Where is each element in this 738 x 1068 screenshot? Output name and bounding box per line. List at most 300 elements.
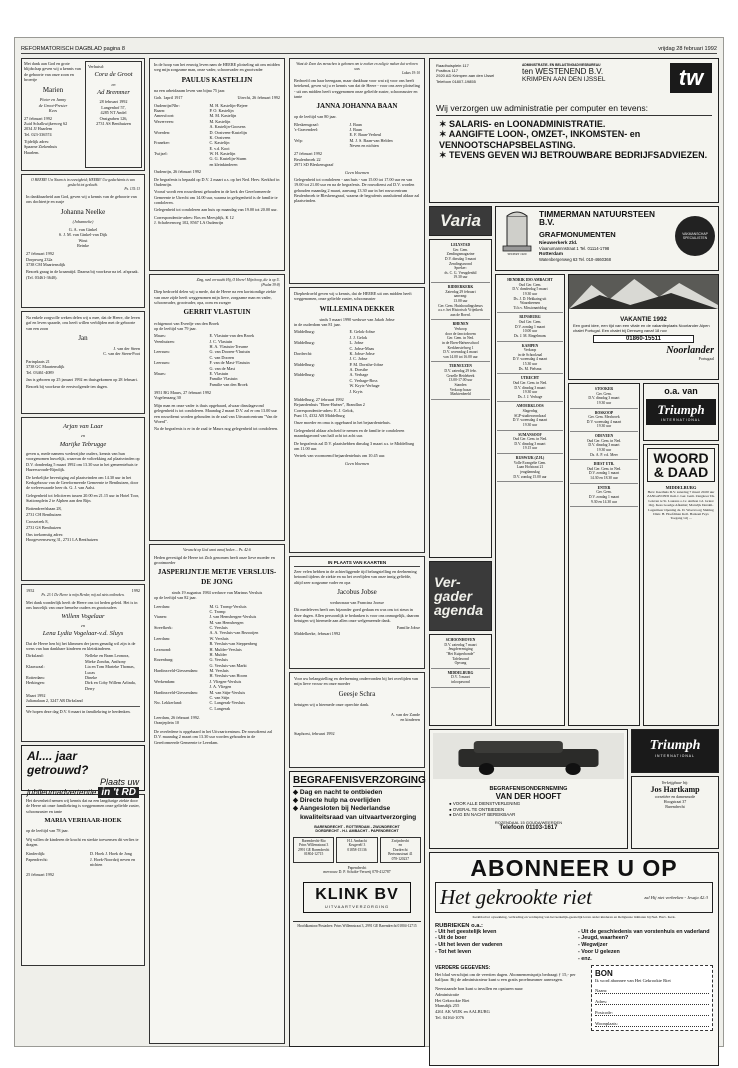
banner-line-2: Plaats uw: [99, 777, 139, 787]
noorlander-title: VAKANTIE 1992: [620, 316, 667, 323]
ads-right: [495, 206, 719, 726]
johanna-verse: O HEERE! Uw Naam is in eeuwigheid; HEERE! Uw gedachtenis is van geslacht tot geslacht.: [31, 178, 135, 187]
willem-year-left: 1952: [26, 588, 35, 593]
triumph-brand-sub-2: INTERNATIONAL: [655, 754, 695, 758]
marien-temp-3: Haarlem.: [24, 149, 40, 155]
johanna-addr-2: 3738 CM Maartensdijk: [26, 262, 66, 268]
agenda-entry-line: D.V. zondag 1 maart: [588, 471, 620, 476]
family-name: D. Oostveen-Kastelijn: [209, 129, 247, 135]
paulus-text-3: Gelegenheid tot condoleren aan huis op maandag van 19.00 tot 20.00 uur.: [154, 207, 278, 213]
triumph-header: o.a. van: [664, 386, 698, 396]
agenda-entry-place: ENTER: [597, 485, 611, 490]
begrafenis-title: BEGRAFENISVERZORGING: [293, 775, 426, 786]
verdere-title: VERDERE GEGEVENS:: [435, 965, 491, 972]
agenda-entry-place: RIJSWIJK (Z.H.): [515, 456, 545, 460]
family-place: Nw. Lekkerland:: [154, 700, 183, 706]
hearse-photo: [433, 733, 624, 779]
family-name: Familie Vlastuin: [209, 376, 238, 382]
family-name: H. Mulder-Versluis: [209, 646, 242, 652]
agenda-entry: [570, 460, 638, 484]
verhuisd-and: en: [111, 81, 116, 87]
willemina-text-3: De begrafenis zal D.V. plaatshebben dinsdag 3 maart a.s. te Middelburg om 11.00 uur.: [294, 440, 415, 451]
marien-temp-1: Tijdelijk adres:: [24, 139, 50, 145]
family-name: C. Verhage-Boss: [349, 377, 378, 383]
westenend-headline: Wij verzorgen uw administratie per computer en tevens:: [436, 103, 712, 116]
verhuisd-name-1: Cora de Groot: [94, 71, 133, 79]
paulus-birth: Goh. 1april 1917: [154, 95, 183, 101]
willem-text: Dat de Heere hen bij het klimmen der jaren genadig wil zijn is de wens van hun dankbare kinderen en kleinkinderen.: [26, 640, 136, 652]
family-name: K. Oostveen: [209, 134, 231, 140]
tw-logo-text: tw: [678, 65, 704, 90]
willem-place: Herkingen:: [26, 680, 45, 686]
agenda-entry-line: Ds. M. Pielsma: [518, 366, 542, 371]
family-name: J. J. Gelok: [349, 334, 368, 340]
family-name: F. van de Mast-Vlastuin: [209, 360, 250, 366]
rubriek-item: - Uit de geschiedenis van vorstenhuis en vaderland: [578, 928, 710, 935]
family-name: M. van Hemsbergen: [209, 619, 244, 625]
agenda-entry-place: UTRECHT: [520, 376, 540, 381]
ad-hartkamp[interactable]: [631, 776, 719, 849]
timmerman-addr2b: Watenbergenweg 63 Tel. 010-4660368: [539, 256, 611, 262]
family-name: M. J. S. Baan-van Helden: [349, 137, 393, 143]
family-name: C. Versluis: [209, 625, 228, 631]
family-row: [294, 389, 420, 394]
willemina-addr-3: Punt 15, 4332 AB Middelburg: [294, 413, 345, 419]
family-place: Leersum:: [154, 349, 170, 355]
rubriek-item: - Jeugd, waarheen?: [578, 935, 629, 942]
gerrit-verse: Zing, nuvl verwacht Hij, O Heere! Mijn hoop, die is op U.: [196, 278, 280, 282]
paulus-addr-2: J. Schabvenweg 102, 8567 LA Oudenrijn: [154, 220, 224, 226]
family-name: G. van de Mast: [209, 365, 236, 371]
bon-field-label: Adres:: [595, 999, 608, 1005]
family-row: [294, 143, 420, 148]
willemina-text-2: Gelegenheid aldaar afscheid te nemen en de familie te condoleren maandagavond van half acht tot acht uur.: [294, 427, 405, 439]
hartkamp-line: Barendrecht: [665, 804, 685, 809]
agenda-entry-line: D.V. dinsdag 3 maart: [588, 396, 620, 401]
family-name: G. Versluis: [209, 657, 228, 663]
agenda-entry-place: HENDRIK IDO AMBACHT: [507, 278, 553, 282]
ads-row-2: [429, 729, 719, 849]
family-name: K. Jobse-Jobse: [349, 350, 375, 356]
hartkamp-line: Hoogstraat 37: [663, 799, 687, 804]
agenda-entry-line: 15.30 uur: [522, 362, 538, 366]
geesje-place: Staphorst, februari 1992: [294, 730, 335, 736]
notice-janna: [289, 58, 425, 284]
agenda-entry: [570, 432, 638, 460]
office-line: Krugerelf 3: [348, 843, 366, 848]
woord-text: Herv. Keerhuis D.V. zaterdag 7 maart 20.00 uur ZANGAVOND m.m.v. Ger. Gem. Zangkoor Ds. Lokven te St. Laurens o.l.v. Anthon v.d. Griest Org. Kees Goedge Afkamst; Marwijk Dersim-Lagermeer Opening ds. D. Woervoorg Sluiting Distr. H. Hoofdman Koll. Barkoni Feys Toegang vrij ...: [647, 490, 715, 521]
geesje-name: Geesje Schra: [338, 689, 376, 698]
family-row: [154, 382, 280, 387]
paulus-name: PAULUS KASTELIJN: [181, 75, 253, 84]
column-4: [429, 58, 719, 1042]
agenda-entry-line: 10.00 uur: [522, 329, 538, 334]
hooft-item-text: OVERAL TE ONTBIEDEN: [452, 806, 505, 812]
willem-family-row: [26, 653, 140, 664]
jacobus-header: IN PLAATS VAN KAARTEN: [294, 560, 420, 567]
agenda-entry-line: Ger. Gem. Mexbroek: [588, 415, 620, 420]
family-name: W. Versluis: [209, 635, 229, 641]
agenda-entry-line: D.V. donderdag 5 maart: [512, 287, 548, 292]
ad-begrafenisverzorging[interactable]: [289, 771, 425, 1047]
arjan-addr2-1: Crosseteek 8,: [26, 519, 49, 525]
agenda-entry-line: Ger. Gem.: [596, 391, 612, 396]
agenda-entry-line: Verkoop bazar: [449, 387, 472, 392]
notice-paulus: [149, 58, 285, 271]
agenda-entry-line: Zendingsmagazine: [446, 252, 475, 257]
ad-noorlander[interactable]: [568, 274, 719, 380]
agenda-entry: [570, 385, 638, 409]
janna-verse-ref: Lukas 19:10: [402, 71, 420, 76]
agenda-entry-line: aan de Boerd.: [450, 312, 471, 317]
monument-icon: [499, 210, 535, 252]
agenda-entry-place: SCHOONHOVEN: [445, 638, 476, 642]
westenend-name: ten WESTENEND B.V.: [522, 67, 604, 76]
agenda-entry-line: Ti.b.v. Missionariddag: [513, 305, 547, 310]
bon-field-label: Naam:: [595, 988, 608, 994]
klink-brand-sub: UITVAARTVERZORGING: [324, 904, 390, 910]
begrafenis-bullet: [293, 797, 421, 805]
vergaderagenda-box: [429, 561, 492, 631]
agenda-entry: [431, 320, 490, 362]
agenda-entry-line: Oud Ger. Gem.: [518, 320, 542, 324]
westenend-bullet-text: SALARIS- en LOONADMINISTRATIE.: [449, 119, 606, 129]
verhuisd-label: Verhuisd:: [88, 64, 105, 69]
agenda-entry-line: 14.30 en 18.30 uur: [590, 476, 618, 480]
rubriek-item: - Uit de boer: [435, 935, 467, 942]
agenda-entry-line: door de fancicdroem: [445, 331, 476, 336]
family-row: [154, 162, 280, 167]
ad-woord-daad[interactable]: [643, 444, 719, 726]
family-place: Woerden:: [154, 129, 171, 135]
maria-place: Kinderdijk:: [26, 851, 46, 857]
ad-triumph-1[interactable]: [643, 383, 719, 441]
agenda-entry-line: a.s.v. het Historisch Vrijetkerk: [438, 308, 483, 313]
janna-family-list: [294, 122, 420, 149]
willem-address: Julianalaan 2, 3247 AR Dirksland: [26, 698, 83, 704]
ad-triumph-2[interactable]: [631, 729, 719, 773]
verhuisd-addr-1: Langenhof 57,: [101, 104, 126, 110]
agenda-entry-line: Ds. J. M. Ringelmans: [514, 333, 546, 338]
family-place: Lexmond:: [154, 646, 172, 652]
marien-addr-1: Zuid Schalkwijkerweg 62: [24, 120, 68, 126]
westenend-addr-line: 2920 AD Krimpen aan den IJssel: [436, 73, 495, 79]
willemina-name: WILLEMINA DEKKER: [319, 304, 395, 313]
agenda-entry-line: Zendingsavond: [449, 261, 472, 266]
johanna-parent-2: S. J. M. van Ginkel-van Dijk: [58, 232, 108, 238]
willem-verse: Ps. 23:1 De Heere is mijn Herder, mij zal niets ontbreken.: [41, 593, 125, 598]
agenda-entry: [431, 283, 490, 320]
family-name: J. C. Jobse: [349, 356, 368, 362]
family-name: E. Vlastuin: [209, 370, 229, 376]
maria-name: MARIA VERHAAR-HOEK: [44, 817, 122, 825]
marien-date: 27 februari 1992: [24, 115, 52, 121]
agenda-entry-line: D.V. zaterdag 29 febr.: [444, 369, 477, 373]
woord-title-1: WOORD: [653, 450, 709, 466]
agenda-entry: [431, 636, 490, 669]
willem-year-right: 1992: [131, 588, 140, 593]
family-place: [154, 162, 209, 167]
paulus-family-list: [154, 103, 280, 168]
johanna-intro: In dankbaarheid aan God, geven wij u kennis van de geboorte van ons dochtertje en zusje: [26, 193, 137, 205]
dot-icon: ●: [449, 806, 453, 812]
paulus-text-2: Vooraf wordt een rouwdienst gehouden in de kerk der Gereformeerde Gemeente te Utrecht om 14.00 uur, waarna in gelegenheid is de familie te condoleren.: [154, 189, 278, 206]
agenda-entry-line: Volle Evangelie Gem.: [513, 460, 547, 465]
agenda-entry-line: 9.30 en 14.30 uur: [591, 499, 617, 504]
begrafenis-bullet-cont: kwaliteitsraad van uitvaartverzorging: [300, 813, 417, 821]
jasperijntje-place-date: Leerdam, 26 februari 1992.: [154, 715, 200, 721]
family-place: Rozenburg:: [154, 657, 174, 663]
jacobus-signed: Familie Jobse: [396, 625, 420, 631]
marien-parent-3: Kees: [48, 108, 58, 114]
agenda-entry-line: SGP-studieavondzaal: [514, 413, 546, 418]
agenda-entry-line: Waarnbeenen: [520, 301, 540, 306]
family-name: J. Kryts: [349, 388, 363, 394]
family-name: B. Versluis-van Steppenberg: [209, 641, 258, 647]
agenda-entry-line: Ds. J. D. Hekkaing uit: [513, 296, 547, 301]
family-place: Amersfoort:: [154, 113, 175, 119]
header-left: REFORMATORISCH DAGBLAD pagina 8: [21, 46, 125, 52]
maria-family: J. Hoek-Noordzij neven en nichten: [90, 856, 136, 868]
jasperijntje-age: op de leeftijd van 82 jaar.: [154, 595, 197, 601]
varia-list-left-2: [429, 634, 492, 726]
ad-abonneer[interactable]: [429, 852, 719, 1066]
agenda-entry-place: AMOERKLOOS: [516, 404, 544, 409]
agenda-entry-line: D.V. zondag 1 maart: [588, 494, 620, 499]
willemina-place-date: Middelburg, 27 februari 1992: [294, 396, 344, 402]
ad-begrafenis-hooft[interactable]: [429, 729, 628, 849]
bon-field-postcode[interactable]: [595, 1010, 709, 1016]
subscription-coupon[interactable]: [591, 965, 713, 1031]
bon-field-label: Woonplaats:: [595, 1021, 618, 1027]
agenda-entry-line: "Het Kuiperhonde": [446, 651, 475, 656]
janna-text: Gelegenheid tot condoleren - aan huis - van 15.00 tot 17.00 uur en van 19.00 tot 21.00 uur en na de begrafenis. De rouwdienst zal D.V. worden gehouden maandag 2 maart, aanvang 13.30 uur in het rouwcentrum Beulenbroek te Bleskensgraaf, waarna de begrafenis aansluitend aldaar zal plaatsvinden.: [294, 176, 420, 204]
banner-line-1: Al.... jaar getrouwd?: [27, 749, 89, 777]
bon-field-naam[interactable]: [595, 988, 709, 994]
notice-maria: [21, 794, 145, 966]
notice-jasperijntje: [149, 544, 285, 1044]
diamond-icon: ◆: [293, 805, 300, 813]
maria-family-row: [26, 857, 140, 868]
willem-family: Lia en Tom Marieke Thomas, Lucas: [85, 664, 135, 675]
agenda-entry-line: D.V. zaterdag 7 maart: [444, 642, 477, 647]
willem-family: Dirk en Coby Willem Arlinda, Derry: [85, 680, 136, 691]
family-name: L. Jobse: [349, 340, 364, 346]
bon-text: Ik word abonnee van Het Gekrookte Riet: [595, 978, 671, 984]
office-barendrecht: [293, 837, 334, 863]
johanna-parent-1: G. A. van Ginkel: [68, 226, 98, 232]
agenda-entry-line: Slagerdag: [522, 409, 538, 413]
arjan-text-1: geven u, mede namens wederzijdse ouders, kennis van hun voorgenomen huwelijk, waarvan de voltrekking zal plaatsvinden op D.V. donderdag 5 maart 1992 om 13.30 uur in het gemeentehuis te Hazerswoude-Rijndijk.: [26, 451, 140, 473]
agenda-entry: [431, 669, 490, 688]
agenda-entry-line: Zaterdag 29 februari: [445, 289, 476, 294]
office-line: Barendrecht-Rio: [301, 838, 326, 843]
jan-addr-2: 3738 GC Maartensdijk: [26, 364, 65, 370]
family-name: A. Verhage: [349, 372, 369, 378]
agenda-entry-line: D.V. 5 maart: [451, 675, 470, 680]
agenda-entry-line: Verkoop: [523, 348, 537, 353]
arjan-addr3: Hoogeveenseweg 31, 2731 LA Benthuizen: [26, 537, 98, 543]
gerrit-text-2: Na de begrafenis is er in de zaal te Maurs nog gelegenheid tot condoleren.: [154, 426, 279, 432]
hooft-name: VAN DER HOOFT: [495, 792, 562, 801]
jubileum-banner[interactable]: [21, 745, 145, 798]
family-name: J. A. Vliegen: [209, 684, 232, 690]
agenda-entry-line: Oud Ger. Gem. in Ned.: [512, 380, 548, 385]
janna-name: JANNA JOHANNA BAAN: [316, 102, 398, 111]
notice-arjan: [21, 417, 145, 581]
family-name: M. H. Kastelijn-Bejeer: [209, 102, 248, 108]
family-place: Leerdam:: [154, 603, 171, 609]
willem-family-row: [26, 680, 140, 691]
family-place: Hardinxveld-Giessendam:: [154, 689, 198, 695]
bon-field-adres[interactable]: [595, 999, 709, 1005]
notice-gerrit: [149, 274, 285, 541]
johanna-parent-3: Wout: [78, 237, 88, 243]
westenend-bullet-text: TEVENS GEVEN WIJ BETROUWBARE BEDRIJFSADVIEZEN.: [449, 150, 708, 161]
family-name: M. Versluis: [209, 668, 229, 674]
family-name: H. A. Vlastuin-Treurne: [209, 344, 249, 350]
agenda-entry: [570, 484, 638, 508]
agenda-entry-line: in de Schoolzaal: [517, 352, 543, 357]
agenda-entry: [497, 454, 563, 482]
ad-ten-westenend[interactable]: [429, 58, 719, 203]
jacobus-text: Dit medeleven heeft ons bijzonder goed gedaan en was ons tot steun in deze dagen. Allen persoonlijk te bedanken is voor ons onmogelijk, daarom betuigen wij hiermede aan allen onze welgemeende dank.: [294, 607, 420, 624]
family-place: Veenhuizen:: [154, 338, 175, 344]
marien-name: Marien: [42, 85, 64, 94]
agenda-entry-place: RIDDERKERK: [447, 285, 474, 289]
family-place: Maurs:: [154, 333, 166, 339]
jan-addr-1: Parinplaats 21: [26, 358, 50, 364]
agenda-entry-line: D.V. dinsdag 3 maart: [444, 256, 477, 261]
triumph-brand: Triumph: [657, 402, 705, 417]
family-row: [154, 706, 280, 711]
family-name: J. Baan: [349, 126, 362, 132]
family-name: C. Langerak-Versluis: [209, 700, 246, 706]
jasperijntje-sub: sinds 19 augustus 1984 weduwe van Marinus Versluis: [171, 589, 263, 595]
gerrit-intro: Diep bedroefd delen wij u mede, dat de Heere na een kortstondige ziekte van onze zijde heeft weggenomen mijn lieve, zorgzame man en vader, schoonvader, grootvader, opa, oom en zwager: [154, 289, 276, 305]
family-place: Hardinxveld-Giessendam:: [154, 668, 198, 674]
agenda-entry-line: Kerkherstelweg 1: [447, 345, 474, 350]
gerrit-address: Vogelenzang 30: [154, 395, 181, 401]
agenda-entry-line: Ger. Gem.: [596, 490, 612, 495]
verhuisd-addr-3: Onstgraben 126,: [99, 115, 128, 121]
gerrit-text: Mijn man en onze vader is thuis opgebaard, alwaar dinsdagavond gelegenheid is tot condoleren. Maandag 2 maart D.V. zal er om 13.00 uur een rouwdienst worden gehouden in de zaal van Uitvaartcentrum "Van de Woerd".: [154, 402, 278, 424]
office-line: Dordrecht: [393, 847, 408, 852]
willemina-intro: Diepbedroefd geven wij u kennis, dat de HEERE uit ons midden heeft weggenomen, onze geliefde zuster, schoonzuster: [294, 291, 412, 302]
marien-parent-1: Pieter en Janny: [39, 97, 67, 103]
westenend-addr-line: Postbus 117: [436, 68, 458, 74]
agenda-entry-line: Oud Ger. Gem. in Ned.: [512, 437, 548, 442]
family-name: Neven en nichten: [349, 143, 379, 149]
agenda-entry-line: Oud Ger. Gem.: [518, 282, 542, 287]
agenda-entry-place: DIEST UTR.: [593, 462, 615, 467]
banner-line-4: in 't RD: [98, 787, 139, 798]
willem-name-1: Willem Vogelaar: [61, 612, 105, 620]
notice-jacobus: [289, 556, 425, 669]
family-name: C. Langerak: [209, 705, 231, 711]
office-line: Prins Willemstraat 3: [298, 843, 329, 848]
adres-line: Administratie: [435, 991, 460, 997]
gekrookte-riet-title: Het gekrookte riet: [440, 885, 592, 910]
agenda-entry: [497, 402, 563, 430]
agenda-entry-place: MIDDELBURG: [447, 670, 474, 675]
willemina-addr-2: Correspondentie-adres: E. J. Gelok,: [294, 407, 354, 413]
agenda-entry-line: aanvang:: [453, 294, 468, 299]
noorlander-phone: 01860-15511: [593, 335, 694, 343]
family-name: P. M. Dorsthe-Jobse: [349, 361, 384, 367]
family-place: [154, 706, 209, 711]
office-line: Zwijndrecht: [391, 838, 410, 843]
agenda-entry-line: Gezelle Heidebeek: [446, 373, 475, 378]
family-place: Franeker:: [154, 140, 171, 146]
hooft-item-text: DAG EN NACHT BEREIKBAAR: [452, 812, 516, 818]
willemina-sub: sinds 5 maart 1990 weduwe van Jakob Jobse: [319, 316, 395, 322]
agenda-entry-line: ds. C. G. Vreugdenhil: [444, 270, 477, 275]
family-place: Leersum:: [154, 360, 170, 366]
willemina-age: in de ouderdom van 81 jaar.: [294, 322, 341, 328]
begrafenis-offices: [293, 837, 421, 863]
family-place: 's-Gravendeel:: [294, 126, 319, 132]
agenda-entry-line: Oud Ger. Gem. in Ned.: [586, 438, 622, 443]
jasperijntje-name: JASPERIJNTJE METJE VERSLUIS-DE JONG: [157, 568, 277, 586]
family-name: G. van Dooren-Vlastuin: [209, 349, 250, 355]
adres-line: Het Gekrookte Riet: [435, 997, 470, 1003]
family-name: J. van Hemsbergen-Versluis: [209, 614, 257, 620]
family-name: P. O. Kastelijn: [209, 108, 234, 114]
varia-list-right: [495, 274, 565, 726]
family-place: Dordrecht:: [294, 350, 313, 356]
geesje-signed-2: en kinderen: [400, 717, 420, 723]
agenda-entry-line: 19.30 uur: [453, 275, 468, 280]
gerrit-sub: echtgenoot van Everdje van den Broek: [154, 320, 219, 326]
marien-intro: Met dank aan God en grote blijdschap geven wij u kennis van de geboorte van onze zoon en broertje: [24, 61, 81, 83]
notice-willem: [21, 584, 145, 742]
arjan-name-1: Arjan van Laar: [62, 423, 104, 430]
jasperijntje-verse: Verwacht op God want vanaf heden ... Ps. 42:6: [183, 548, 251, 552]
family-place: [294, 389, 349, 394]
jasperijntje-text: De overledene is opgebaard in het Uitvaartcentrum. De rouwdienst zal D.V. maandag 2 maart om 13.30 uur worden gehouden in de Gereformeerde Gemeente te Leerdam.: [154, 728, 273, 745]
bon-field-woonplaats[interactable]: [595, 1021, 709, 1027]
maria-place: Papendrecht:: [26, 856, 48, 862]
family-place: Maurs:: [154, 370, 166, 376]
rubriek-item: - Uit het leven der vaderen: [435, 942, 503, 949]
noorlander-brand: Noorlander: [666, 345, 714, 356]
agenda-entry-line: 19.30 uur: [522, 390, 538, 395]
family-name: G. G. Kastelijn-Sturm: [209, 156, 247, 162]
family-place: [154, 382, 209, 387]
willem-family-row: [26, 664, 140, 675]
page-header: [21, 42, 717, 54]
agenda-entry-place: TERNEUZEN: [449, 364, 472, 369]
notice-johanna: [21, 174, 145, 308]
johanna-verse-ref: Ps. 135:13: [124, 187, 140, 192]
header-right: vrijdag 28 februari 1992: [658, 46, 717, 52]
agenda-entry-place: SUMANSOOF: [518, 432, 542, 437]
marien-addr-3: Tel. 023-336574: [24, 131, 52, 137]
rubriek-item: - enz.: [578, 955, 592, 962]
gerrit-family-list: [154, 333, 280, 387]
office-line: Bertsraustraat 41: [388, 852, 413, 857]
jasperijntje-intro: Heden gevestigd de Heere tot Zich genomen heeft onze lieve moeder en grootmoeder: [154, 554, 275, 565]
willem-place: Dirksland:: [26, 653, 44, 659]
varia-list-left: [429, 239, 492, 558]
family-place: Middelburg:: [294, 372, 315, 378]
marien-temp-2: Spaarne Ziekenhuis: [24, 144, 58, 150]
ad-timmerman[interactable]: [495, 206, 719, 271]
rubriek-item: - Tot het leven: [435, 948, 472, 955]
triumph-logo: [646, 399, 716, 425]
office-line: 01804-12715: [304, 852, 324, 857]
